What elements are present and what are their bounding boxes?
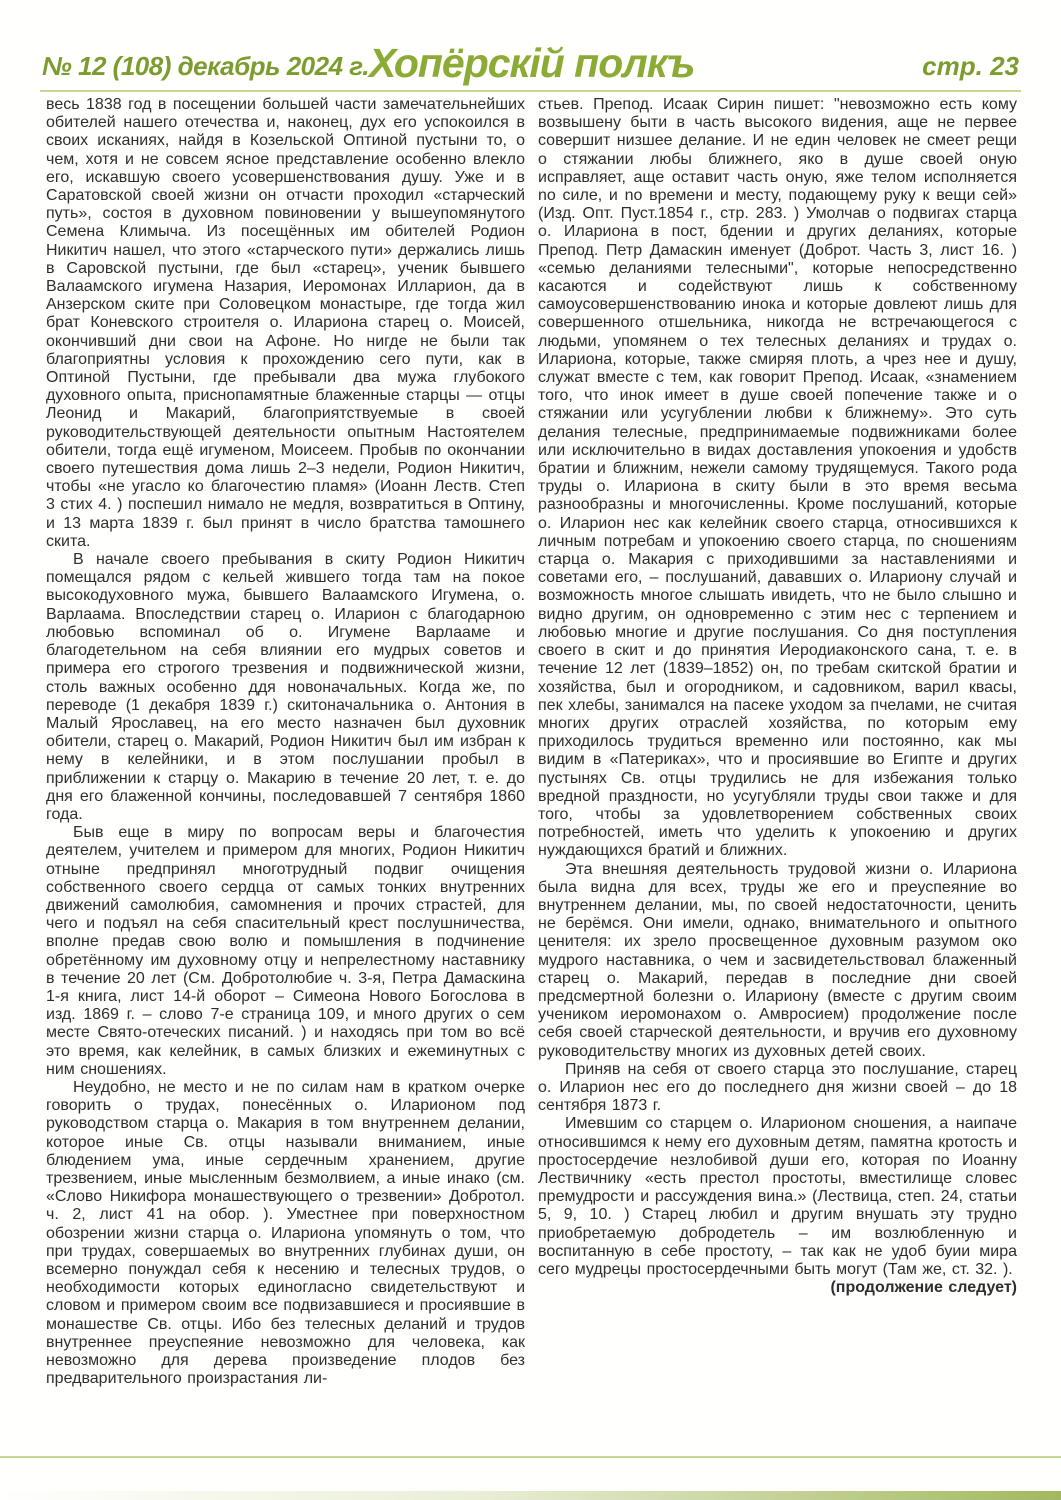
- footer-rule: [0, 1456, 1061, 1458]
- masthead: [42, 38, 1019, 85]
- paragraph: Приняв на себя от своего старца это послушание, старец о. Иларион нес его до последнего дня жизни своей – до 18 сентября 1873 г.: [538, 1060, 1017, 1115]
- article-body: [46, 96, 1017, 1388]
- issue-info: № 12 (108) декабрь 2024 г.: [42, 51, 370, 81]
- bottom-tint-bar: [0, 1491, 1061, 1500]
- page-number: стр. 23: [922, 51, 1019, 81]
- header-rule: [40, 90, 1021, 92]
- continuation-note: (продолжение следует): [830, 1279, 1017, 1297]
- right-column: [538, 96, 1017, 1388]
- left-column: [46, 96, 525, 1388]
- paragraph: стьев. Препод. Исаак Сирин пишет: "невозможно есть кому возвышену быти в часть высокого видения, аще не первее совершит низшее делание. И не един человек не смеет рещи о стяжании любы ближнего, яко в душе своей оную исправляет, аще оставит часть оную, яже телом исполняется no силе, и no времени и месту, подающему руку к вещи сей» (Изд. Опт. Пуст.1854 г., стр. 283. ) Умолчав о подвигах старца о. Илариона в пост, бдении и других деланиях, которые Препод. Петр Дамаскин именует (Доброт. Часть 3, лист 16. ) «семью деланиями телесными", которые непосредственно касаются и содействуют лишь к собственному самоусовершенствованию инока и которые довлеют лишь для совершенного отшельника, никогда не встречающегося с людьми, упомянем о тех телесных деланиях и трудах о. Илариона, которые, также смиряя плоть, а чрез нее и душу, служат вместе с тем, как говорит Препод. Исаак, «знамением того, что инок имеет в душе своей попечение также и о стяжании или усугублении любви к ближнему». Это суть делания телесные, предпринимаемые подвижниками более или исключительно в видах доставления упокоения и удобств братии и ближним, нежели самому трудящемуся. Такого рода труды о. Илариона в скиту были в это время весьма разнообразны и многочисленны. Кроме послушаний, которые о. Иларион нес как келейник своего старца, относившихся к личным потребам и упокоению своего старца, по сношениям старца о. Макария с приходившими за наставлениями и советами его, – послушаний, дававших о. Илариону случай и возможность многое слышать ивидеть, что не было слышно и видно другим, он одновременно с этим нес с терпением и любовью многие и другие послушания. Со дня поступления своего в скит и до принятия Иеродиаконского сана, т. е. в течение 12 лет (1839–1852) он, по требам скитской братии и хозяйства, был и огородником, и садовником, варил квасы, пек хлебы, занимался на пасеке уходом за пчелами, не считая многих других отраслей хозяйства, по которым ему приходилось трудиться временно или постоянно, как мы видим в «Патериках», что и просиявшие во Египте и других пустынях Св. отцы трудились не для избежания только вредной праздности, но усугубляли труды свои также и для того, чтобы за удовлетворением собственных своих потребностей, иметь что уделить к упокоению и других нуждающихся братий и ближних.: [538, 96, 1017, 860]
- paragraph: Быв еще в миру по вопросам веры и благочестия деятелем, учителем и примером для многих, Родион Никитич отныне предпринял многотрудный подвиг очищения собственного своего сердца от самых тонких внутренних движений самолюбия, самомнения и прочих страстей, для чего и подъял на себя спасительный крест послушничества, вполне предав свою волю и помышления в подчинение обретённому им духовному отцу и непрелестному наставнику в течение 20 лет (См. Добротолюбие ч. 3-я, Петра Дамаскина 1-я книга, лист 14-й оборот – Симеона Нового Богослова в изд. 1869 г. – слово 7-е страница 109, и много других о сем месте Свято-отеческих писаний. ) и находясь при том во всё это время, как келейник, в самых близких и ежеминутных с ним сношениях.: [46, 824, 525, 1078]
- paper-title: Хопёрскій полкъ: [369, 40, 695, 86]
- paragraph: Неудобно, не место и не по силам нам в кратком очерке говорить о трудах, понесённых о. Иларионом под руководством старца о. Макария в том внутреннем делании, которое иные Св. отцы называли вниманием, иные блюдением ума, иные сердечным хранением, другие трезвением, иные мысленным безмолвием, а иные инако (см. «Слово Никифора монашествующего о трезвении» Добротол. ч. 2, лист 41 на обор. ). Уместнее при поверхностном обозрении жизни старца о. Илариона упомянуть о том, что при трудах, совершаемых во внутренних глубинах души, он всемерно понуждал себя к несению и телесных трудов, о необходимости которых единогласно свидетельствуют и словом и примером своим все подвизавшиеся и просиявшие в монашестве Св. отцы. Ибо без телесных деланий и трудов внутреннее преуспеяние невозможно для человека, как невозможно для дерева произведение плодов без предварительного произрастания ли-: [46, 1078, 525, 1388]
- paragraph: Имевшим со старцем о. Иларионом сношения, а наипаче относившимся к нему его духовным детям, памятна кротость и простосердечие незлобивой души его, которая по Иоанну Лествичнику «есть престол простоты, вместилище словес премудрости и рассуждения вина.» (Лествица, степ. 24, статьи 5, 9, 10. ) Старец любил и другим внушать эту трудно приобретаемую добродетель – им возлюбленную и воспитанную в себе простоту, – так как не удоб буии мира сего мудрецы простосердечными быть могут (Там же, ст. 32. ).: [538, 1115, 1017, 1278]
- paragraph: весь 1838 год в посещении большей части замечательнейших обителей нашего отечества и, наконец, дух его успокоился в своих исканиях, найдя в Козельской Оптиной пустыни то, о чем, хотя и не совсем ясное представление особенно влекло его, искавшую своего усовершенствования душу. Уже и в Саратовской своей жизни он отчасти проходил «старческий путь», состоя в духовном повиновении у вышеупомянутого Семена Климыча. Из посещённых им обителей Родион Никитич нашел, что этого «старческого пути» держались лишь в Саровской пустыни, где был «старец», ученик бывшего Валаамского игумена Назария, Иеромонах Илларион, да в Анзерском ските при Соловецком монастыре, где тогда жил брат Коневского строителя о. Илариона старец о. Моисей, окончивший дни свои на Афоне. Но нигде не были так благоприятны условия к прохождению сего пути, как в Оптиной Пустыни, где пребывали два мужа глубокого духовного опыта, приснопамятные блаженные старцы — отцы Леонид и Макарий, благоприятствуемые в своей руководительствующей деятельности опытным Настоятелем обители, тогда ещё игуменом, Моисеем. Пробыв по окончании своего путешествия дома лишь 2–3 недели, Родион Никитич, чтобы «не угасло ко благочестию пламя» (Иоанн Леств. Степ 3 стих 4. ) поспешил нимало не медля, возвратиться в Оптину, и 13 марта 1839 г. был принят в число братства тамошнего скита.: [46, 96, 525, 550]
- paragraph: Эта внешняя деятельность трудовой жизни о. Илариона была видна для всех, труды же его и преуспеяние во внутреннем делании, мы, по своей недостаточности, ценить не берёмся. Они имели, однако, внимательного и опытного ценителя: их зрело просвещенное духовным разумом око мудрого наставника, о чем и засвидетельствовал блаженный старец о. Макарий, передав в последние дни своей предсмертной болезни о. Илариону (вместе с другим своим учеником иеромонахом о. Амвросием) продолжение после себя своей старческой деятельности, и вручив его духовному руководительству многих из духовных детей своих.: [538, 860, 1017, 1060]
- paragraph: В начале своего пребывания в скиту Родион Никитич помещался рядом с кельей жившего тогда там на покое высокодуховного мужа, бывшего Валаамского Игумена, о. Варлаама. Впоследствии старец о. Иларион с благодарною любовью вспоминал об о. Игумене Варлааме и благодетельном на себя влиянии его мудрых советов и примера его строгого трезвения и подвижнической жизни, столь важных особенно ддя новоначальных. Когда же, по переводе (1 декабря 1839 г.) скитоначальника о. Антония в Малый Ярославец, на его место назначен был духовник обители, старец о. Макарий, Родион Никитич был им избран к нему в келейники, и в этом послушании пробыл в приближении к старцу о. Макарию в течение 20 лет, т. е. до дня его блаженной кончины, последовавшей 7 сентября 1860 года.: [46, 551, 525, 823]
